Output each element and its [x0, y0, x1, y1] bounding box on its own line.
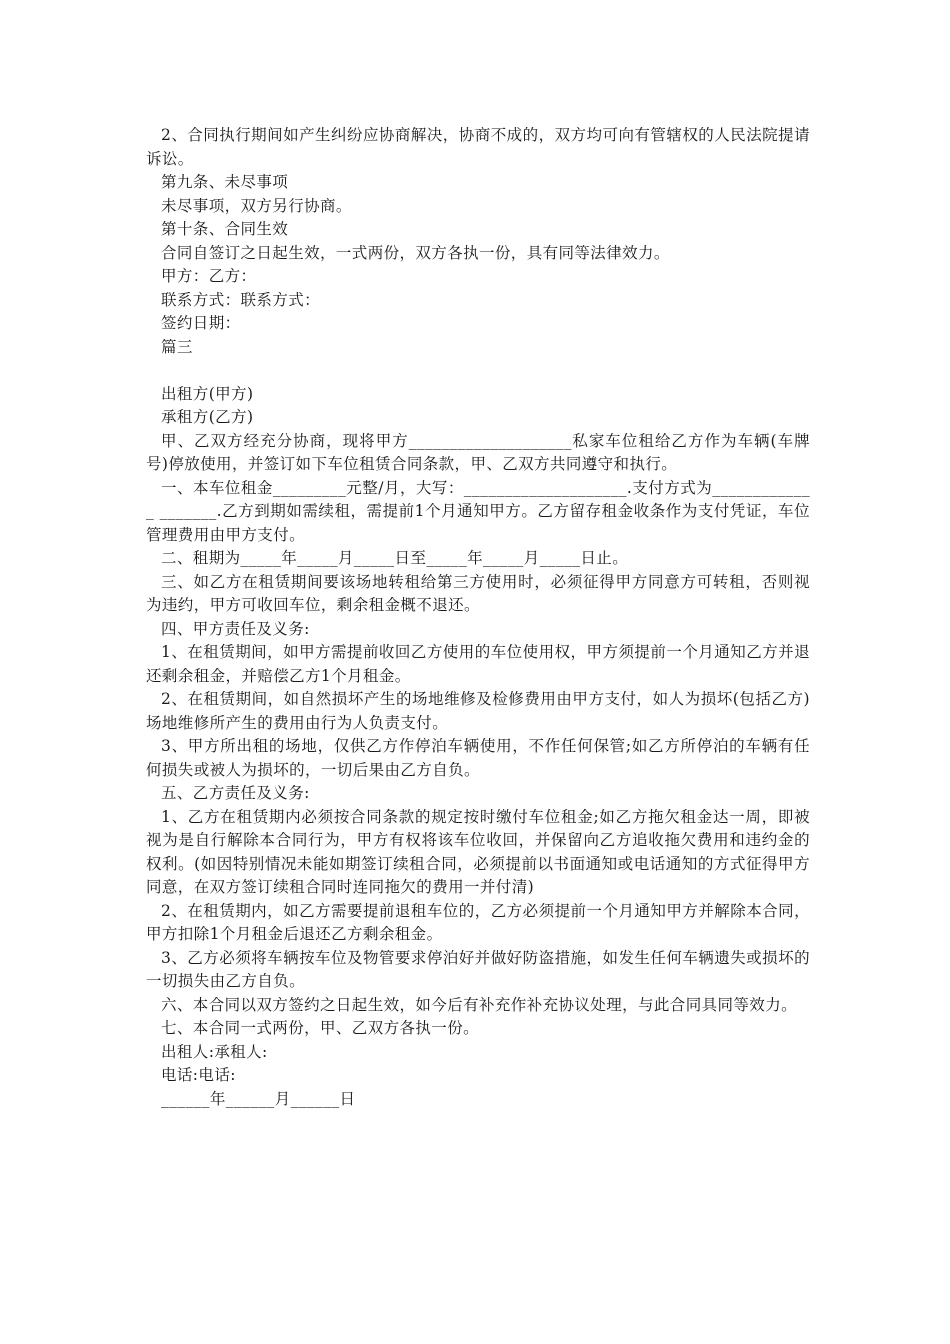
signature-parties: 甲方：乙方：	[161, 267, 257, 285]
section-heading-part-3: 篇三	[161, 337, 193, 356]
clause-5-item-3: 3、乙方必须将车辆按车位及物管要求停泊好并做好防盗措施，如发生任何车辆遗失或损坏的一切损失由乙方自负。	[146, 948, 810, 990]
clause-4-heading: 四、甲方责任及义务:	[161, 619, 310, 638]
clause-4-item-1: 1、在租赁期间，如甲方需提前收回乙方使用的车位使用权，甲方须提前一个月通知乙方并退还剩余租金，并赔偿乙方1个月租金。	[146, 643, 810, 685]
document-body	[146, 124, 810, 1111]
clause-5-item-2: 2、在租赁期内，如乙方需要提前退租车位的，乙方必须提前一个月通知甲方并解除本合同，甲方扣除1个月租金后退还乙方剩余租金。	[146, 901, 810, 943]
clause-5-heading: 五、乙方责任及义务:	[161, 784, 310, 802]
signature-phones: 电话:电话:	[161, 1066, 236, 1084]
clause-4-item-3: 3、甲方所出租的场地，仅供乙方作停泊车辆使用，不作任何保管;如乙方所停泊的车辆有任何损失或被人为损坏的，一切后果由乙方自负。	[146, 737, 810, 779]
paragraph-preamble: 甲、乙双方经充分协商，现将甲方____________________私家车位租给乙方作为车辆(车牌号)停放使用，并签订如下车位租赁合同条款，甲、乙双方共同遵守和执行。	[146, 431, 810, 473]
signature-date-blanks: ______年______月______日	[161, 1089, 356, 1108]
clause-3-sublet: 三、如乙方在租赁期间要该场地转租给第三方使用时，必须征得甲方同意方可转租，否则视为违约，甲方可收回车位，剩余租金概不退还。	[146, 572, 810, 614]
clause-5-item-1: 1、乙方在租赁期内必须按合同条款的规定按时缴付车位租金;如乙方拖欠租金达一周，即被视为是自行解除本合同行为，甲方有权将该车位收回，并保留向乙方追收拖欠费用和违约金的权利。(如因特别情况未能如期签订续租合同，必须提前以书面通知或电话通知的方式征得甲方同意，在双方签订续租合同时连同拖欠的费用一并付清)	[146, 807, 810, 896]
heading-article-10: 第十条、合同生效	[161, 220, 289, 238]
paragraph-unresolved-matters: 未尽事项，双方另行协商。	[161, 196, 352, 215]
clause-6-effective: 六、本合同以双方签约之日起生效，如今后有补充作补充协议处理，与此合同具同等效力。	[161, 995, 798, 1014]
paragraph-effective: 合同自签订之日起生效，一式两份，双方各执一份，具有同等法律效力。	[161, 243, 670, 262]
clause-4-item-2: 2、在租赁期间，如自然损坏产生的场地维修及检修费用由甲方支付，如人为损坏(包括乙方)场地维修所产生的费用由行为人负责支付。	[146, 690, 810, 732]
signature-date: 签约日期：	[161, 314, 241, 332]
clause-2-term: 二、租期为_____年_____月_____日至_____年_____月_____日止。	[161, 549, 629, 567]
signature-contacts: 联系方式：联系方式：	[161, 290, 321, 309]
lessor-label: 出租方(甲方)	[161, 384, 254, 403]
blank-line	[146, 359, 810, 383]
lessee-label: 承租方(乙方)	[161, 408, 254, 426]
paragraph-dispute-clause: 2、合同执行期间如产生纠纷应协商解决，协商不成的，双方均可向有管辖权的人民法院提请诉讼。	[146, 126, 810, 168]
clause-1-rent: 一、本车位租金_________元整/月，大写：____________________.支付方式为_____________ _______.乙方到期如需续租，需提前1个月通知甲方。乙方留存租金收条作为支付凭证，车位管理费用由甲方支付。	[146, 478, 810, 544]
signature-lessor-lessee: 出租人:承租人:	[161, 1042, 268, 1061]
heading-article-9: 第九条、未尽事项	[161, 173, 289, 191]
clause-7-copies: 七、本合同一式两份，甲、乙双方各执一份。	[161, 1019, 480, 1037]
